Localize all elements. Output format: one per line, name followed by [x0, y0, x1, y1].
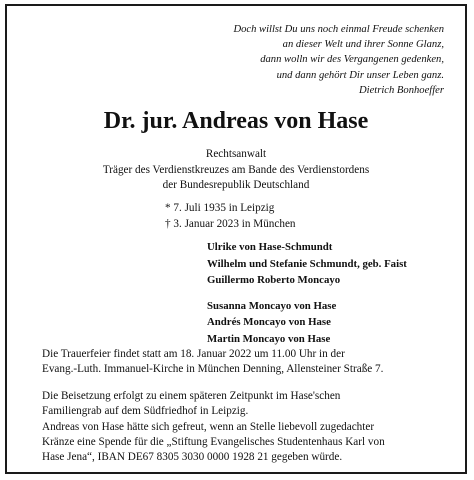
burial-line: Familiengrab auf dem Südfriedhof in Leipzig. [42, 405, 249, 418]
memorial-quote [212, 22, 444, 98]
deceased-name: Dr. jur. Andreas von Hase [103, 108, 369, 134]
death-date: † 3. Januar 2023 in München [165, 217, 296, 230]
birth-date: * 7. Juli 1935 in Leipzig [165, 202, 275, 214]
quote-line: Doch willst Du uns noch einmal Freude schenken [233, 24, 444, 35]
burial-line: Kränze eine Spende für die „Stiftung Evangelisches Studentenhaus Karl von [42, 436, 385, 449]
funeral-line: Evang.-Luth. Immanuel-Kirche in München Denning, Allensteiner Straße 7. [42, 363, 384, 376]
mourner-name: Guillermo Roberto Moncayo [207, 274, 341, 287]
mourner-name: Andrés Moncayo von Hase [207, 316, 331, 329]
title-line: Rechtsanwalt [205, 148, 267, 160]
mourner-name: Ulrike von Hase-Schmundt [207, 241, 333, 253]
mourner-group-spacer [207, 289, 467, 298]
mourner-name: Susanna Moncayo von Hase [207, 299, 337, 312]
life-dates [165, 201, 365, 232]
mourner-name: Martin Moncayo von Hase [207, 332, 331, 345]
deceased-titles [7, 147, 465, 194]
quote-author: Dietrich Bonhoeffer [358, 84, 444, 96]
burial-paragraph [42, 389, 462, 466]
burial-line: Hase Jena“, IBAN DE67 8305 3030 0000 1928 21 gegeben würde. [42, 451, 343, 464]
obituary-notice [5, 4, 467, 474]
title-line: Träger des Verdienstkreuzes am Bande des Verdienstordens [102, 163, 370, 176]
quote-line: und dann gehört Dir unser Leben ganz. [276, 69, 444, 81]
title-line: der Bundesrepublik Deutschland [162, 179, 310, 191]
funeral-line: Die Trauerfeier findet statt am 18. Januar 2022 um 11.00 Uhr in der [42, 348, 345, 360]
burial-line: Die Beisetzung erfolgt zu einem späteren Zeitpunkt im Hase'schen [42, 389, 341, 402]
notice-text [42, 347, 462, 466]
funeral-paragraph [42, 347, 462, 378]
mourner-name: Wilhelm und Stefanie Schmundt, geb. Faist [207, 257, 407, 270]
quote-line: dann wolln wir des Vergangenen gedenken, [260, 54, 444, 66]
burial-line: Andreas von Hase hätte sich gefreut, wenn an Stelle liebevoll zugedachter [42, 420, 375, 433]
mourners-list [207, 239, 467, 348]
quote-line: an dieser Welt und ihrer Sonne Glanz, [282, 39, 444, 51]
